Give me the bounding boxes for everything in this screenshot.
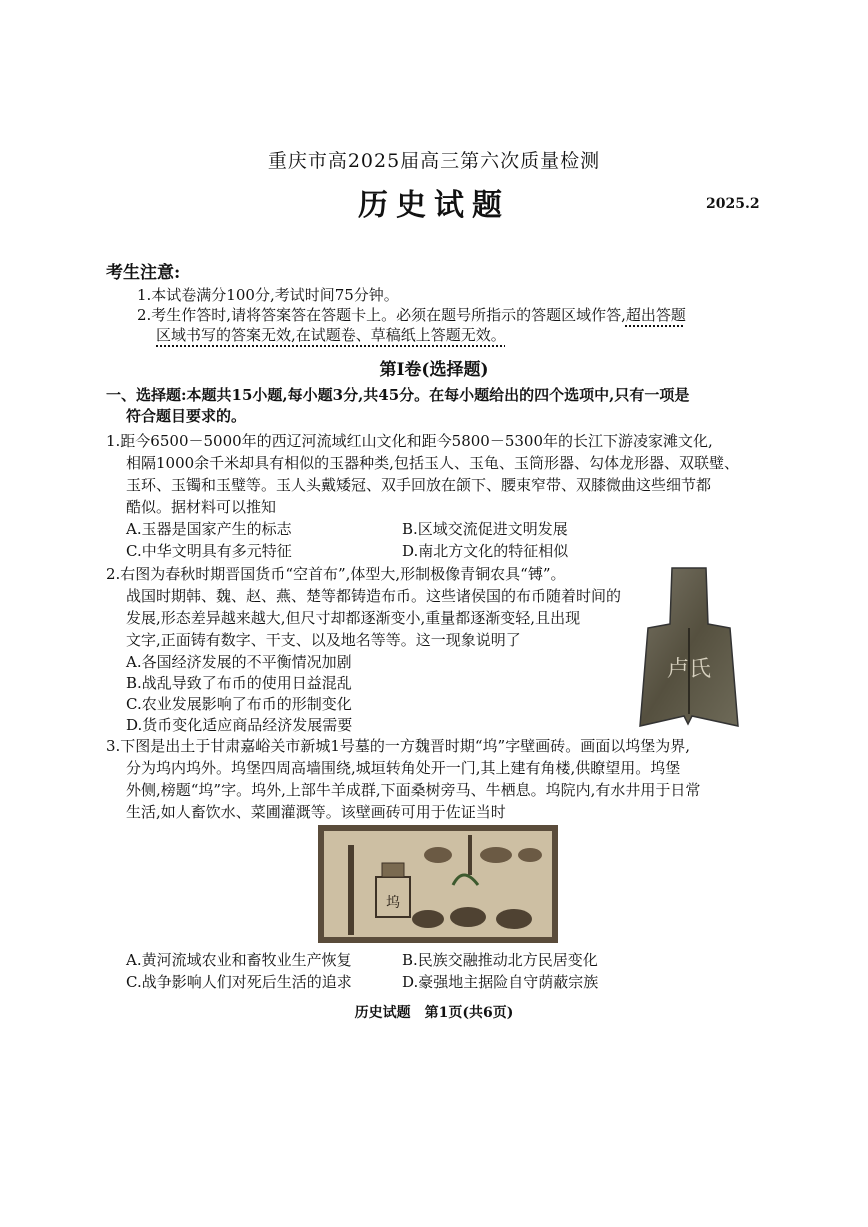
subject-title: 历史试题: [358, 188, 510, 223]
mural-caption: 坞: [386, 895, 400, 911]
mural-brick-drawing: [318, 825, 558, 943]
question-1-option-c[interactable]: C.中华文明具有多元特征: [126, 542, 292, 560]
question-2-line-4: 文字,正面铸有数字、干支、以及地名等等。这一现象说明了: [126, 631, 521, 649]
question-2-line-2: 战国时期韩、魏、赵、燕、楚等都铸造布币。这些诸侯国的布币随着时间的: [126, 587, 622, 605]
question-3-line-3: 外侧,榜题“坞”字。坞外,上部牛羊成群,下面桑树旁马、牛栖息。坞院内,有水井用于日常: [126, 781, 701, 799]
notice-heading: 考生注意:: [106, 263, 181, 283]
question-2-option-c[interactable]: C.农业发展影响了布币的形制变化: [126, 695, 352, 713]
question-3-option-a[interactable]: A.黄河流域农业和畜牧业生产恢复: [126, 951, 352, 969]
notice-item-1: 1.本试卷满分100分,考试时间75分钟。: [137, 286, 399, 304]
question-2-option-b[interactable]: B.战乱导致了布币的使用日益混乱: [126, 674, 352, 692]
notice-item-2-plain: 2.考生作答时,请将答案答在答题卡上。必须在题号所指示的答题区域作答,: [137, 306, 626, 324]
notice-item-2-emphasis: 超出答题: [625, 306, 686, 324]
exam-date: 2025.2: [706, 196, 760, 212]
coin-inscription: 卢氏: [666, 657, 712, 682]
question-1-line-2: 相隔1000余千米却具有相似的玉器种类,包括玉人、玉龟、玉筒形器、勾体龙形器、双联璧、: [126, 454, 739, 472]
question-3-line-4: 生活,如人畜饮水、菜圃灌溉等。该壁画砖可用于佐证当时: [126, 803, 506, 821]
question-1-option-a[interactable]: A.玉器是国家产生的标志: [126, 520, 292, 538]
question-2-option-a[interactable]: A.各国经济发展的不平衡情况加剧: [126, 653, 352, 671]
question-3-line-1: 3.下图是出土于甘肃嘉峪关市新城1号墓的一方魏晋时期“坞”字壁画砖。画面以坞堡为界,: [106, 737, 690, 755]
section-title: 第Ⅰ卷(选择题): [379, 360, 489, 380]
question-2-line-1: 2.右图为春秋时期晋国货币“空首布”,体型大,形制极像青铜农具“镈”。: [106, 565, 566, 583]
question-3-option-c[interactable]: C.战争影响人们对死后生活的追求: [126, 973, 352, 991]
notice-item-2-line-2: 区域书写的答案无效,在试题卷、草稿纸上答题无效。: [156, 326, 506, 344]
spade-coin-image: [632, 566, 746, 728]
spade-coin-drawing: [632, 566, 746, 728]
question-1-option-b[interactable]: B.区域交流促进文明发展: [402, 520, 568, 538]
question-1-line-3: 玉环、玉镯和玉璧等。玉人头戴矮冠、双手回放在颌下、腰束窄带、双膝微曲这些细节都: [126, 476, 712, 494]
question-2-line-3: 发展,形态差异越来越大,但尺寸却都逐渐变小,重量都逐渐变轻,且出现: [126, 609, 581, 627]
exam-school-title: 重庆市高2025届高三第六次质量检测: [267, 150, 601, 172]
question-1-line-1: 1.距今6500－5000年的西辽河流域红山文化和距今5800－5300年的长江下游凌家滩文化,: [106, 432, 713, 450]
section-instruction-line-2: 符合题目要求的。: [126, 407, 247, 425]
section-instruction-line-1: 一、选择题:本题共15小题,每小题3分,共45分。在每小题给出的四个选项中,只有一项是: [106, 386, 690, 404]
mural-brick-image: [318, 825, 558, 943]
question-2-option-d[interactable]: D.货币变化适应商品经济发展需要: [126, 716, 353, 734]
page-footer: 历史试题 第1页(共6页): [354, 1005, 514, 1021]
question-1-line-4: 酷似。据材料可以推知: [126, 498, 277, 516]
question-3-line-2: 分为坞内坞外。坞堡四周高墙围绕,城垣转角处开一门,其上建有角楼,供瞭望用。坞堡: [126, 759, 681, 777]
question-1-option-d[interactable]: D.南北方文化的特征相似: [402, 542, 569, 560]
notice-item-2-line-1: [137, 304, 686, 325]
question-3-option-b[interactable]: B.民族交融推动北方民居变化: [402, 951, 598, 969]
question-3-option-d[interactable]: D.豪强地主据险自守荫蔽宗族: [402, 973, 599, 991]
